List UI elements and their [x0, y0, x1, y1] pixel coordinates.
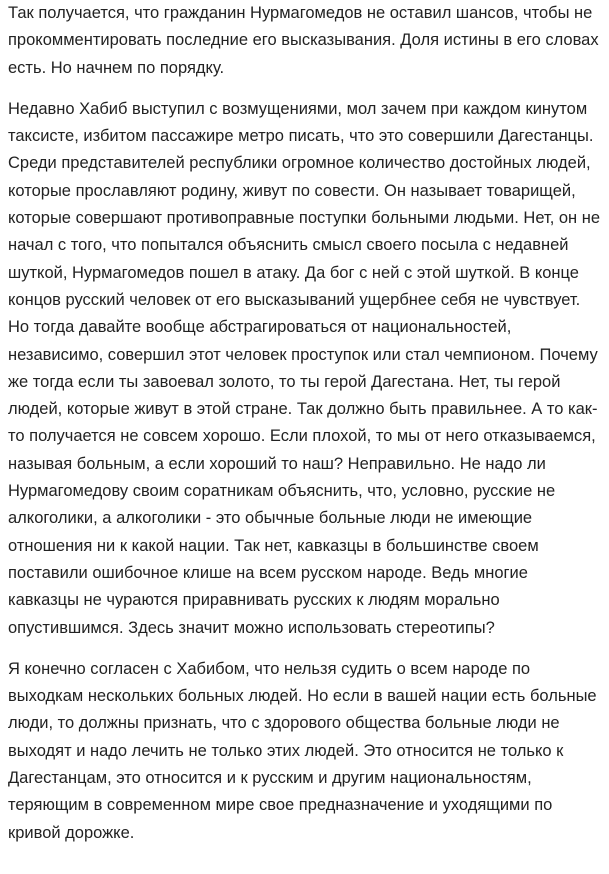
article-paragraph-3: Я конечно согласен с Хабибом, что нельзя судить о всем народе по выходкам нескольких больных людей. Но если в вашей нации есть больные люди, то должны признать, что с здорового общества больные люди не выходят и надо лечить не только этих людей. Это относится не только к Дагестанцам, это относится и к русским и другим национальностям, теряющим в современном мире свое предназначение и уходящими по кривой дорожке. — [8, 659, 597, 842]
article-paragraph-2: Недавно Хабиб выступил с возмущениями, мол зачем при каждом кинутом таксисте, избитом пассажире метро писать, что это совершили Дагестанцы. Среди представителей республики огромное количество достойных людей, которые прославляют родину, живут по совести. Он называет товарищей, которые совершают противоправные поступки больными людьми. Нет, он не начал с того, что попытался объяснить смысл своего посыла с недавней шуткой, Нурмагомедов пошел в атаку. Да бог с ней с этой шуткой. В конце концов русский человек от его высказываний ущербнее себя не чувствует. Но тогда давайте вообще абстрагироваться от национальностей, независимо, совершил этот человек проступок или стал чемпионом. Почему же тогда если ты завоевал золото, то ты герой Дагестана. Нет, ты герой людей, которые живут в этой стране. Так должно быть правильнее. А то как-то получается не совсем хорошо. Если плохой, то мы от него отказываемся, называя больным, а если хороший то наш? Неправильно. Не надо ли Нурмагомедову своим соратникам объяснить, что, условно, русские не алкоголики, а алкоголики - это обычные больные люди не имеющие отношения ни к какой нации. Так нет, кавказцы в большинстве своем поставили ошибочное клише на всем русском народе. Ведь многие кавказцы не чураются приравнивать русских к людям морально опустившимся. Здесь значит можно использовать стереотипы? — [8, 99, 601, 637]
article-paragraph-1: Так получается, что гражданин Нурмагомедов не оставил шансов, чтобы не прокомментировать последние его высказывания. Доля истины в его словах есть. Но начнем по порядку. — [8, 4, 599, 77]
article-body — [8, 0, 603, 847]
